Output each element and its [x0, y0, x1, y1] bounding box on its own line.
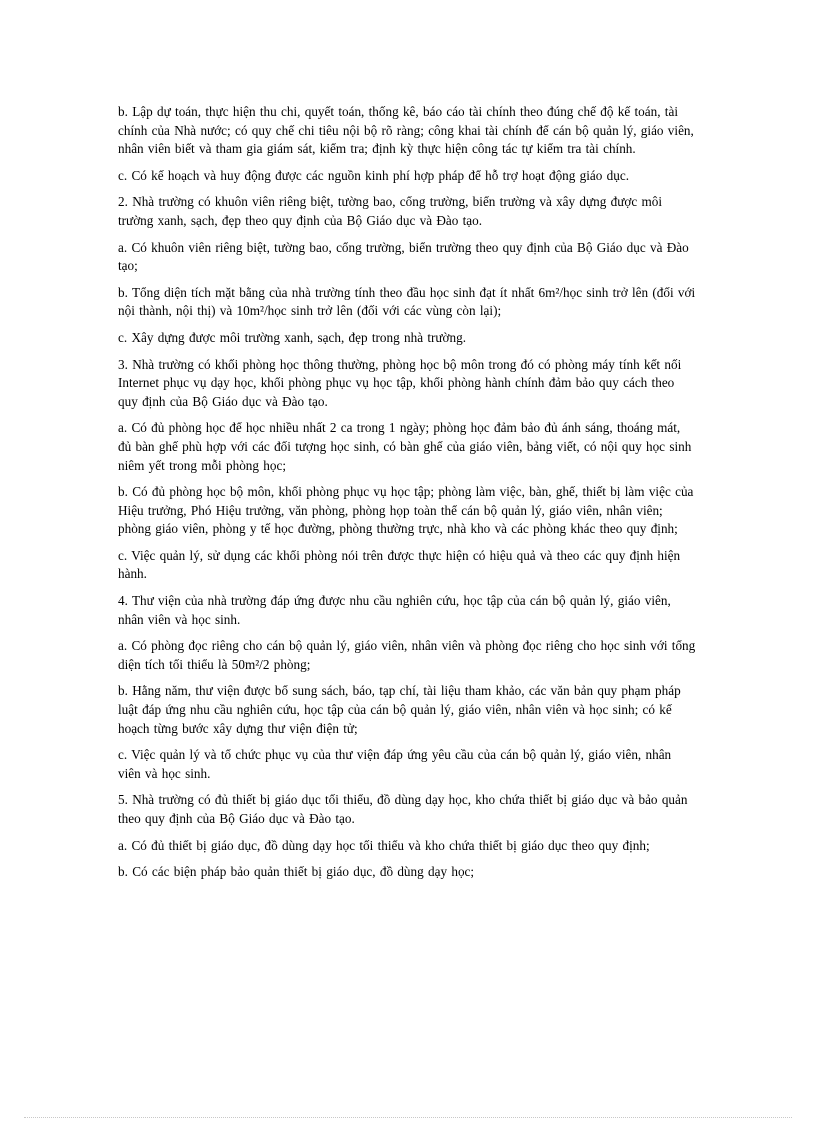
paragraph: b. Có các biện pháp bảo quản thiết bị giáo dục, đồ dùng dạy học; — [118, 864, 475, 880]
paragraph: c. Việc quản lý và tổ chức phục vụ của thư viện đáp ứng yêu cầu của cán bộ quản lý, giáo viên, nhân viên và học sinh. — [118, 747, 672, 781]
paragraph: 2. Nhà trường có khuôn viên riêng biệt, tường bao, cổng trường, biển trường và xây dựng được môi trường xanh, sạch, đẹp theo quy định của Bộ Giáo dục và Đào tạo. — [118, 194, 663, 228]
paragraph: b. Tổng diện tích mặt bằng của nhà trường tính theo đầu học sinh đạt ít nhất 6m²/học sinh trở lên (đối với nội thành, nội thị) và 10m²/học sinh trở lên (đối với các vùng còn lại); — [118, 284, 696, 319]
paragraph: c. Xây dựng được môi trường xanh, sạch, đẹp trong nhà trường. — [118, 329, 467, 345]
paragraph: a. Có khuôn viên riêng biệt, tường bao, cổng trường, biển trường theo quy định của Bộ Giáo dục và Đào tạo; — [118, 239, 689, 274]
paragraph: 3. Nhà trường có khối phòng học thông thường, phòng học bộ môn trong đó có phòng máy tính kết nối Internet phục vụ dạy học, khối phòng phục vụ học tập, khối phòng hành chính đảm bảo quy cách theo quy định của Bộ Giáo dục và Đào tạo. — [118, 356, 682, 409]
paragraph: 4. Thư viện của nhà trường đáp ứng được nhu cầu nghiên cứu, học tập của cán bộ quản lý, giáo viên, nhân viên và học sinh. — [118, 593, 671, 627]
paragraph: b. Hằng năm, thư viện được bổ sung sách, báo, tạp chí, tài liệu tham khảo, các văn bản quy phạm pháp luật đáp ứng nhu cầu nghiên cứu, học tập của cán bộ quản lý, giáo viên, nhân viên và học sinh; có kế hoạch từng bước xây dựng thư viện điện tử; — [118, 683, 681, 736]
paragraph: b. Có đủ phòng học bộ môn, khối phòng phục vụ học tập; phòng làm việc, bàn, ghế, thiết bị làm việc của Hiệu trưởng, Phó Hiệu trưởng, văn phòng, phòng họp toàn thể cán bộ quản lý, giáo viên, nhân viên; phòng giáo viên, phòng y tế học đường, phòng thường trực, nhà kho và các phòng khác theo quy định; — [118, 484, 694, 537]
paragraph: c. Việc quản lý, sử dụng các khối phòng nói trên được thực hiện có hiệu quả và theo các quy định hiện hành. — [118, 547, 681, 582]
paragraph: a. Có đủ thiết bị giáo dục, đồ dùng dạy học tối thiểu và kho chứa thiết bị giáo dục theo quy định; — [118, 837, 650, 853]
paragraph: a. Có phòng đọc riêng cho cán bộ quản lý, giáo viên, nhân viên và phòng đọc riêng cho học sinh với tổng diện tích tối thiểu là 50m²/2 phòng; — [118, 638, 696, 672]
paragraph: b. Lập dự toán, thực hiện thu chi, quyết toán, thống kê, báo cáo tài chính theo đúng chế độ kế toán, tài chính của Nhà nước; có quy chế chi tiêu nội bộ rõ ràng; công khai tài chính để cán bộ quản lý, giáo viên, nhân viên biết và tham gia giám sát, kiểm tra; định kỳ thực hiện công tác tự kiểm tra tài chính. — [118, 104, 694, 157]
page-bottom-divider — [24, 1117, 792, 1118]
paragraph: c. Có kế hoạch và huy động được các nguồn kinh phí hợp pháp để hỗ trợ hoạt động giáo dục. — [118, 167, 629, 183]
document-page — [118, 103, 696, 890]
paragraph: 5. Nhà trường có đủ thiết bị giáo dục tối thiểu, đồ dùng dạy học, kho chứa thiết bị giáo dục và bảo quản theo quy định của Bộ Giáo dục và Đào tạo. — [118, 792, 688, 826]
paragraph: a. Có đủ phòng học để học nhiều nhất 2 ca trong 1 ngày; phòng học đảm bảo đủ ánh sáng, thoáng mát, đủ bàn ghế phù hợp với các đối tượng học sinh, có bàn ghế của giáo viên, bảng viết, có nội quy học sinh niêm yết trong mỗi phòng học; — [118, 420, 692, 473]
